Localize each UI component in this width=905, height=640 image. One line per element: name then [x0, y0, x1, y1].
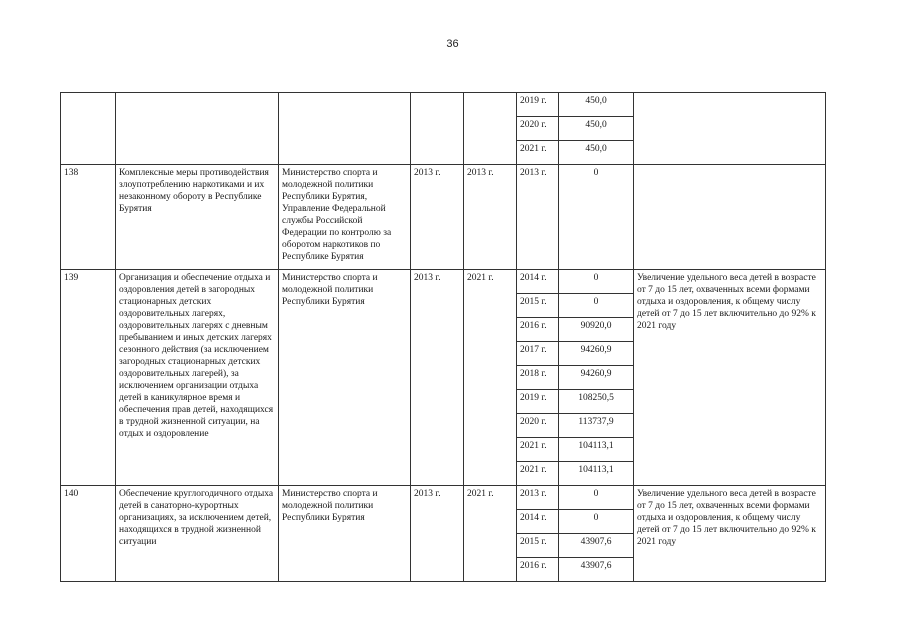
cell-result: Увеличение удельного веса детей в возрасте от 7 до 15 лет, охваченных всеми формами отдыха и оздоровления, к общему числу детей от 7 до 15 лет включительно до 92% к 2021 году	[634, 486, 826, 582]
cell-year: 2016 г.	[517, 318, 559, 342]
cell-year: 2021 г.	[517, 438, 559, 462]
table-row	[61, 270, 826, 294]
cell-value: 94260,9	[559, 342, 634, 366]
cell-name	[116, 93, 279, 165]
cell-value: 0	[559, 486, 634, 510]
cell-year: 2015 г.	[517, 294, 559, 318]
cell-value: 450,0	[559, 93, 634, 117]
cell-no: 140	[61, 486, 116, 582]
cell-name: Организация и обеспечение отдыха и оздоровления детей в загородных стационарных детских оздоровительных лагерях, оздоровительных лагерях с дневным пребыванием и иных детских лагерях сезонного действия (за исключением загородных стационарных детских оздоровительных лагерей), за исключением организации отдыха детей в каникулярное время и обеспечения прав детей, находящихся в трудной жизненной ситуации, на отдых и оздоровление	[116, 270, 279, 486]
cell-no: 139	[61, 270, 116, 486]
cell-end: 2021 г.	[464, 486, 517, 582]
table-row	[61, 486, 826, 510]
cell-value: 0	[559, 294, 634, 318]
cell-result	[634, 165, 826, 270]
cell-value: 450,0	[559, 117, 634, 141]
cell-year: 2016 г.	[517, 558, 559, 582]
cell-executor	[279, 93, 411, 165]
cell-year: 2020 г.	[517, 414, 559, 438]
cell-value: 94260,9	[559, 366, 634, 390]
cell-year: 2013 г.	[517, 486, 559, 510]
cell-year: 2019 г.	[517, 93, 559, 117]
cell-year: 2017 г.	[517, 342, 559, 366]
cell-value: 0	[559, 510, 634, 534]
cell-name: Комплексные меры противодействия злоупотреблению наркотиками и их незаконному обороту в Республике Бурятия	[116, 165, 279, 270]
cell-value: 113737,9	[559, 414, 634, 438]
cell-value: 0	[559, 270, 634, 294]
cell-start: 2013 г.	[411, 486, 464, 582]
cell-result	[634, 93, 826, 165]
cell-name: Обеспечение круглогодичного отдыха детей в санаторно-курортных организациях, за исключением детей, находящихся в трудной жизненной ситуации	[116, 486, 279, 582]
program-measures-table	[60, 92, 826, 582]
cell-end: 2013 г.	[464, 165, 517, 270]
cell-start	[411, 93, 464, 165]
cell-year: 2021 г.	[517, 462, 559, 486]
cell-year: 2021 г.	[517, 141, 559, 165]
cell-year: 2015 г.	[517, 534, 559, 558]
cell-start: 2013 г.	[411, 270, 464, 486]
cell-executor: Министерство спорта и молодежной политики Республики Бурятия	[279, 486, 411, 582]
cell-year: 2019 г.	[517, 390, 559, 414]
cell-year: 2014 г.	[517, 510, 559, 534]
cell-year: 2014 г.	[517, 270, 559, 294]
cell-start: 2013 г.	[411, 165, 464, 270]
table-row	[61, 93, 826, 117]
cell-year: 2020 г.	[517, 117, 559, 141]
cell-end	[464, 93, 517, 165]
cell-no	[61, 93, 116, 165]
cell-value: 43907,6	[559, 534, 634, 558]
cell-value: 108250,5	[559, 390, 634, 414]
cell-executor: Министерство спорта и молодежной политики Республики Бурятия	[279, 270, 411, 486]
cell-value: 90920,0	[559, 318, 634, 342]
cell-year: 2013 г.	[517, 165, 559, 270]
cell-executor: Министерство спорта и молодежной политики Республики Бурятия, Управление Федеральной службы Российской Федерации по контролю за оборотом наркотиков по Республике Бурятия	[279, 165, 411, 270]
cell-value: 104113,1	[559, 462, 634, 486]
cell-end: 2021 г.	[464, 270, 517, 486]
cell-value: 450,0	[559, 141, 634, 165]
cell-no: 138	[61, 165, 116, 270]
cell-value: 104113,1	[559, 438, 634, 462]
table-row	[61, 165, 826, 270]
page-number: 36	[446, 38, 459, 50]
cell-value: 43907,6	[559, 558, 634, 582]
cell-result: Увеличение удельного веса детей в возрасте от 7 до 15 лет, охваченных всеми формами отдыха и оздоровления, к общему числу детей от 7 до 15 лет включительно до 92% к 2021 году	[634, 270, 826, 486]
cell-year: 2018 г.	[517, 366, 559, 390]
cell-value: 0	[559, 165, 634, 270]
